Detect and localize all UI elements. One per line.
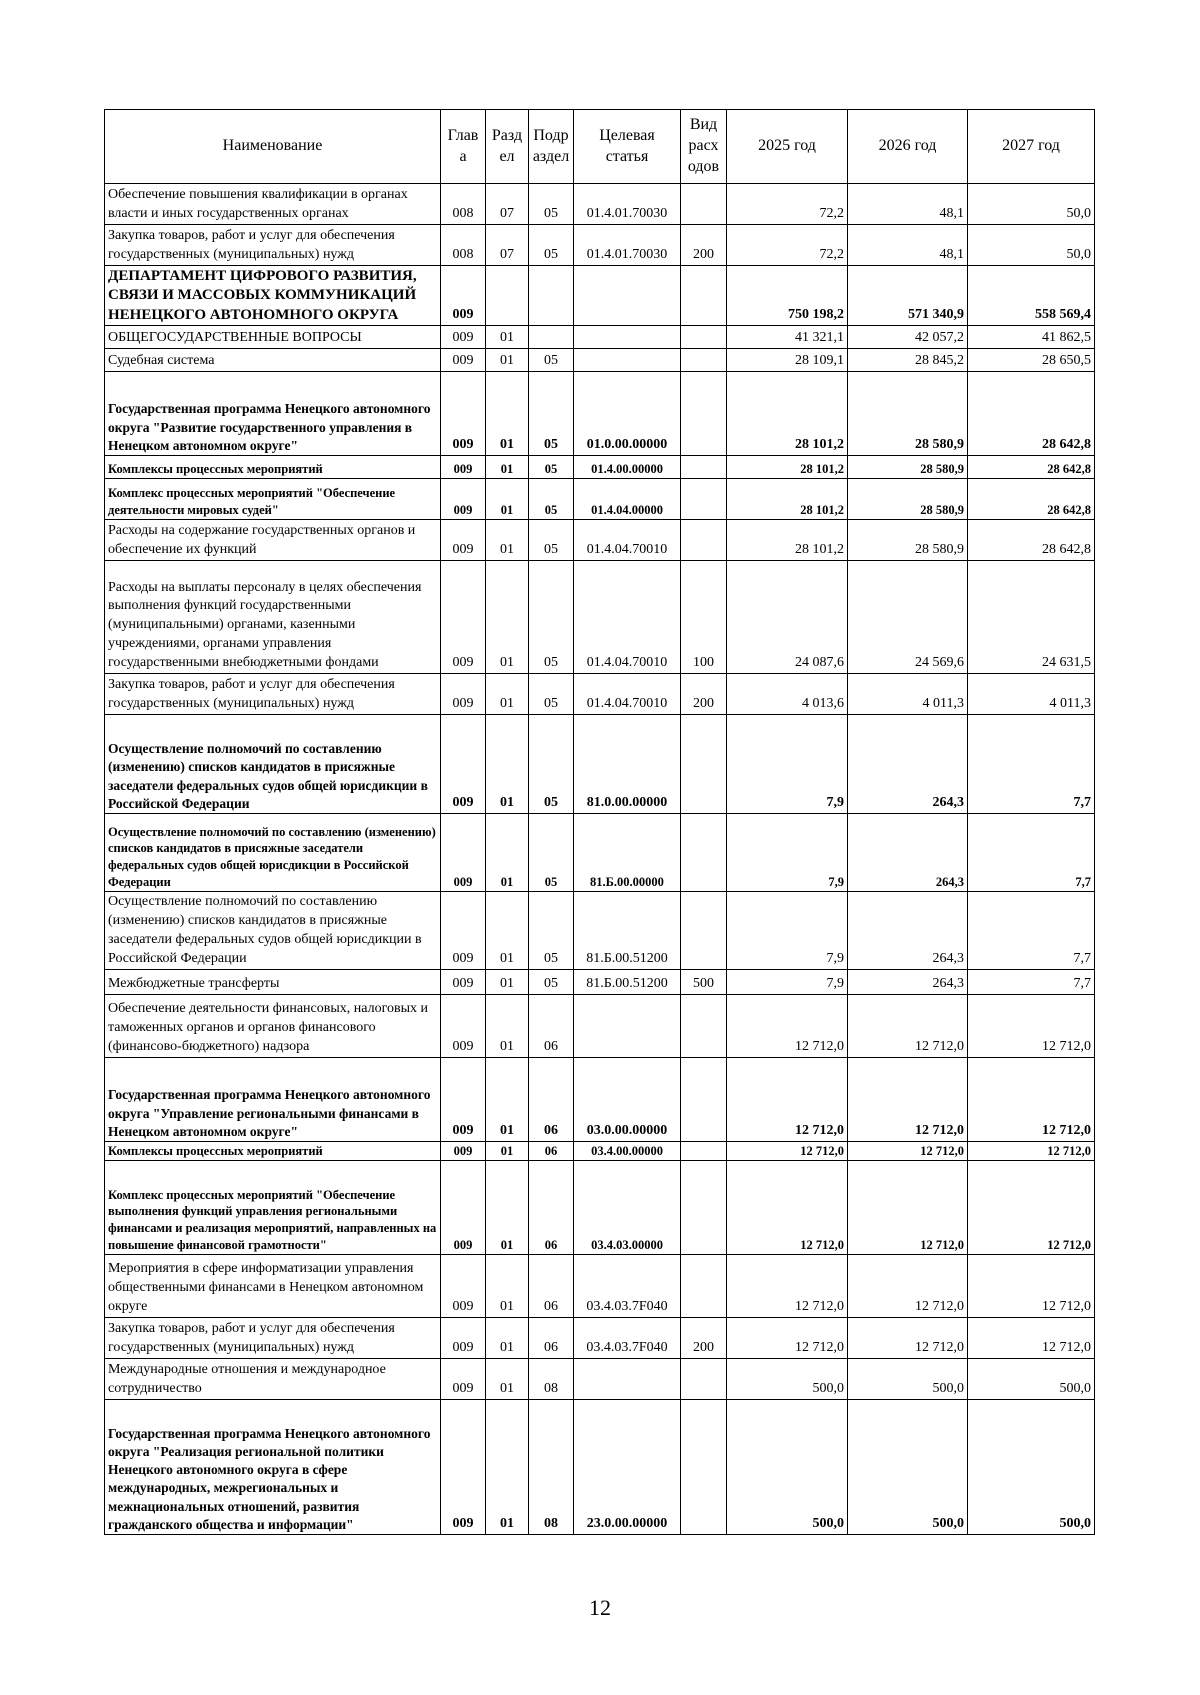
row-razdel: 01 (486, 1058, 529, 1142)
row-razdel: 01 (486, 674, 529, 715)
table-row (105, 561, 1095, 674)
row-glava: 008 (441, 184, 486, 225)
row-glava: 009 (441, 995, 486, 1058)
row-razdel: 01 (486, 1161, 529, 1255)
row-vid-rashodov (681, 1400, 727, 1535)
row-value-2026: 12 712,0 (848, 1161, 968, 1255)
row-glava: 009 (441, 520, 486, 561)
table-row (105, 1359, 1095, 1400)
row-vid-rashodov (681, 184, 727, 225)
row-value-2025: 12 712,0 (727, 1161, 848, 1255)
row-vid-rashodov (681, 266, 727, 326)
row-celevaya-statya: 81.Б.00.00000 (574, 814, 681, 892)
row-glava: 009 (441, 266, 486, 326)
row-podrazdel: 05 (529, 225, 574, 266)
row-celevaya-statya: 03.4.03.7F040 (574, 1255, 681, 1318)
row-value-2027: 12 712,0 (968, 1318, 1095, 1359)
row-name: Судебная система (105, 349, 441, 372)
row-value-2026: 42 057,2 (848, 326, 968, 349)
row-name: Обеспечение деятельности финансовых, налоговых и таможенных органов и органов финансового (финансово-бюджетного) надзора (105, 995, 441, 1058)
row-name: Расходы на выплаты персоналу в целях обеспечения выполнения функций государственными (муниципальными) органами, казенными учреждениями, органами управления государственными внебюджетными фондами (105, 561, 441, 674)
row-razdel: 07 (486, 184, 529, 225)
row-value-2026: 12 712,0 (848, 1318, 968, 1359)
row-name: Расходы на содержание государственных органов и обеспечение их функций (105, 520, 441, 561)
row-podrazdel: 06 (529, 1058, 574, 1142)
row-value-2025: 28 101,2 (727, 372, 848, 456)
row-name: Государственная программа Ненецкого автономного округа "Реализация региональной политики Ненецкого автономного округа в сфере международных, межрегиональных и межнациональных отношений, развития гражданского общества и информации" (105, 1400, 441, 1535)
row-value-2026: 28 845,2 (848, 349, 968, 372)
row-podrazdel: 05 (529, 892, 574, 970)
row-value-2025: 28 101,2 (727, 479, 848, 520)
row-value-2027: 28 642,8 (968, 456, 1095, 479)
page-number: 12 (589, 1595, 611, 1620)
row-celevaya-statya: 03.0.00.00000 (574, 1058, 681, 1142)
row-value-2025: 12 712,0 (727, 1058, 848, 1142)
row-celevaya-statya: 01.4.01.70030 (574, 225, 681, 266)
table-row (105, 349, 1095, 372)
row-value-2027: 24 631,5 (968, 561, 1095, 674)
row-podrazdel: 05 (529, 814, 574, 892)
row-razdel: 01 (486, 372, 529, 456)
row-podrazdel: 06 (529, 1255, 574, 1318)
row-value-2025: 41 321,1 (727, 326, 848, 349)
row-razdel: 01 (486, 520, 529, 561)
row-glava: 009 (441, 326, 486, 349)
row-value-2026: 264,3 (848, 892, 968, 970)
row-podrazdel: 08 (529, 1359, 574, 1400)
row-value-2026: 264,3 (848, 970, 968, 995)
row-podrazdel: 06 (529, 1318, 574, 1359)
row-razdel (486, 266, 529, 326)
row-podrazdel: 05 (529, 184, 574, 225)
row-value-2026: 48,1 (848, 225, 968, 266)
row-value-2026: 48,1 (848, 184, 968, 225)
row-vid-rashodov (681, 326, 727, 349)
table-row (105, 456, 1095, 479)
table-row (105, 1318, 1095, 1359)
row-celevaya-statya (574, 349, 681, 372)
row-vid-rashodov (681, 520, 727, 561)
header-razdel: Разд ел (486, 110, 529, 184)
row-vid-rashodov (681, 479, 727, 520)
row-celevaya-statya (574, 995, 681, 1058)
row-value-2027: 12 712,0 (968, 995, 1095, 1058)
row-razdel: 01 (486, 814, 529, 892)
row-value-2027: 12 712,0 (968, 1255, 1095, 1318)
row-name: Обеспечение повышения квалификации в органах власти и иных государственных органах (105, 184, 441, 225)
header-vid-rashodov: Вид расх одов (681, 110, 727, 184)
row-vid-rashodov (681, 1161, 727, 1255)
row-glava: 009 (441, 1359, 486, 1400)
row-name: Международные отношения и международное сотрудничество (105, 1359, 441, 1400)
row-value-2025: 7,9 (727, 715, 848, 814)
row-glava: 009 (441, 970, 486, 995)
row-glava: 009 (441, 1255, 486, 1318)
row-podrazdel: 05 (529, 520, 574, 561)
row-vid-rashodov (681, 715, 727, 814)
row-glava: 009 (441, 456, 486, 479)
row-glava: 009 (441, 715, 486, 814)
row-podrazdel (529, 266, 574, 326)
row-celevaya-statya: 81.Б.00.51200 (574, 892, 681, 970)
row-value-2025: 12 712,0 (727, 1142, 848, 1161)
table-row (105, 995, 1095, 1058)
row-value-2026: 12 712,0 (848, 1058, 968, 1142)
row-vid-rashodov (681, 1058, 727, 1142)
row-name: Межбюджетные трансферты (105, 970, 441, 995)
row-value-2026: 500,0 (848, 1400, 968, 1535)
table-header-row (105, 110, 1095, 184)
row-glava: 009 (441, 1318, 486, 1359)
row-value-2026: 28 580,9 (848, 479, 968, 520)
row-vid-rashodov (681, 372, 727, 456)
row-podrazdel: 05 (529, 479, 574, 520)
row-razdel: 01 (486, 1255, 529, 1318)
row-vid-rashodov (681, 995, 727, 1058)
row-value-2026: 28 580,9 (848, 456, 968, 479)
row-razdel: 01 (486, 326, 529, 349)
row-glava: 009 (441, 1161, 486, 1255)
table-row (105, 184, 1095, 225)
row-vid-rashodov (681, 1359, 727, 1400)
row-value-2025: 12 712,0 (727, 1318, 848, 1359)
row-razdel: 01 (486, 892, 529, 970)
row-value-2027: 7,7 (968, 715, 1095, 814)
row-vid-rashodov: 200 (681, 1318, 727, 1359)
row-razdel: 01 (486, 561, 529, 674)
row-value-2025: 28 109,1 (727, 349, 848, 372)
row-value-2025: 12 712,0 (727, 1255, 848, 1318)
row-value-2025: 12 712,0 (727, 995, 848, 1058)
header-podrazdel: Подр аздел (529, 110, 574, 184)
row-glava: 009 (441, 1400, 486, 1535)
row-glava: 009 (441, 674, 486, 715)
row-value-2026: 264,3 (848, 814, 968, 892)
row-value-2025: 72,2 (727, 184, 848, 225)
row-value-2027: 28 642,8 (968, 479, 1095, 520)
row-razdel: 01 (486, 1318, 529, 1359)
row-razdel: 01 (486, 456, 529, 479)
row-vid-rashodov: 200 (681, 225, 727, 266)
row-name: Закупка товаров, работ и услуг для обеспечения государственных (муниципальных) нужд (105, 225, 441, 266)
row-razdel: 01 (486, 1400, 529, 1535)
row-razdel: 01 (486, 1142, 529, 1161)
row-vid-rashodov: 200 (681, 674, 727, 715)
row-celevaya-statya: 01.4.04.70010 (574, 520, 681, 561)
row-podrazdel: 06 (529, 1161, 574, 1255)
header-name: Наименование (105, 110, 441, 184)
row-podrazdel: 05 (529, 561, 574, 674)
row-value-2026: 4 011,3 (848, 674, 968, 715)
table-row (105, 1161, 1095, 1255)
table-row (105, 372, 1095, 456)
row-celevaya-statya (574, 326, 681, 349)
table-row (105, 674, 1095, 715)
row-value-2026: 28 580,9 (848, 372, 968, 456)
table-row (105, 970, 1095, 995)
row-name: Государственная программа Ненецкого автономного округа "Развитие государственного управления в Ненецком автономном округе" (105, 372, 441, 456)
row-celevaya-statya: 23.0.00.00000 (574, 1400, 681, 1535)
table-row (105, 225, 1095, 266)
row-value-2026: 28 580,9 (848, 520, 968, 561)
row-celevaya-statya: 81.0.00.00000 (574, 715, 681, 814)
row-value-2027: 558 569,4 (968, 266, 1095, 326)
row-celevaya-statya: 03.4.00.00000 (574, 1142, 681, 1161)
row-glava: 008 (441, 225, 486, 266)
row-vid-rashodov: 100 (681, 561, 727, 674)
row-podrazdel: 06 (529, 995, 574, 1058)
row-value-2026: 264,3 (848, 715, 968, 814)
row-razdel: 01 (486, 715, 529, 814)
row-razdel: 01 (486, 970, 529, 995)
row-name: Осуществление полномочий по составлению (изменению) списков кандидатов в присяжные заседатели федеральных судов общей юрисдикции в Российской Федерации (105, 715, 441, 814)
row-name: Комплексы процессных мероприятий (105, 1142, 441, 1161)
row-celevaya-statya: 01.4.04.00000 (574, 479, 681, 520)
row-podrazdel: 06 (529, 1142, 574, 1161)
row-podrazdel: 08 (529, 1400, 574, 1535)
row-value-2026: 12 712,0 (848, 995, 968, 1058)
row-value-2025: 750 198,2 (727, 266, 848, 326)
header-celevaya-statya: Целевая статья (574, 110, 681, 184)
row-name: Комплекс процессных мероприятий "Обеспечение выполнения функций управления региональными финансами и реализация мероприятий, направленных на повышение финансовой грамотности" (105, 1161, 441, 1255)
row-vid-rashodov (681, 1255, 727, 1318)
row-podrazdel: 05 (529, 349, 574, 372)
row-celevaya-statya: 81.Б.00.51200 (574, 970, 681, 995)
budget-table (104, 109, 1095, 1535)
row-name: Осуществление полномочий по составлению (изменению) списков кандидатов в присяжные заседатели федеральных судов общей юрисдикции в Российской Федерации (105, 814, 441, 892)
row-value-2025: 7,9 (727, 814, 848, 892)
header-glava: Глав а (441, 110, 486, 184)
row-value-2026: 500,0 (848, 1359, 968, 1400)
row-value-2025: 7,9 (727, 970, 848, 995)
row-name: Закупка товаров, работ и услуг для обеспечения государственных (муниципальных) нужд (105, 1318, 441, 1359)
row-celevaya-statya: 01.4.04.70010 (574, 561, 681, 674)
row-podrazdel: 05 (529, 456, 574, 479)
row-vid-rashodov: 500 (681, 970, 727, 995)
table-row (105, 1058, 1095, 1142)
row-value-2027: 50,0 (968, 184, 1095, 225)
row-value-2027: 41 862,5 (968, 326, 1095, 349)
row-value-2027: 4 011,3 (968, 674, 1095, 715)
row-value-2027: 500,0 (968, 1400, 1095, 1535)
row-value-2026: 12 712,0 (848, 1142, 968, 1161)
table-body (105, 184, 1095, 1535)
table-row (105, 814, 1095, 892)
row-name: Комплекс процессных мероприятий "Обеспечение деятельности мировых судей" (105, 479, 441, 520)
row-podrazdel: 05 (529, 372, 574, 456)
row-value-2025: 500,0 (727, 1400, 848, 1535)
table-row (105, 266, 1095, 326)
row-celevaya-statya: 01.0.00.00000 (574, 372, 681, 456)
row-value-2026: 12 712,0 (848, 1255, 968, 1318)
row-value-2027: 12 712,0 (968, 1058, 1095, 1142)
row-razdel: 01 (486, 479, 529, 520)
row-value-2026: 24 569,6 (848, 561, 968, 674)
row-name: Осуществление полномочий по составлению (изменению) списков кандидатов в присяжные заседатели федеральных судов общей юрисдикции в Российской Федерации (105, 892, 441, 970)
row-glava: 009 (441, 372, 486, 456)
table-row (105, 1142, 1095, 1161)
row-glava: 009 (441, 561, 486, 674)
row-name: Мероприятия в сфере информатизации управления общественными финансами в Ненецком автономном округе (105, 1255, 441, 1318)
row-razdel: 01 (486, 349, 529, 372)
row-razdel: 01 (486, 995, 529, 1058)
row-celevaya-statya: 01.4.01.70030 (574, 184, 681, 225)
row-value-2026: 571 340,9 (848, 266, 968, 326)
table-row (105, 715, 1095, 814)
table-row (105, 1400, 1095, 1535)
row-value-2025: 4 013,6 (727, 674, 848, 715)
header-2025: 2025 год (727, 110, 848, 184)
row-celevaya-statya (574, 1359, 681, 1400)
row-value-2027: 7,7 (968, 892, 1095, 970)
row-celevaya-statya (574, 266, 681, 326)
row-glava: 009 (441, 479, 486, 520)
header-2026: 2026 год (848, 110, 968, 184)
row-value-2027: 7,7 (968, 814, 1095, 892)
row-podrazdel (529, 326, 574, 349)
row-vid-rashodov (681, 814, 727, 892)
row-glava: 009 (441, 1142, 486, 1161)
row-name: ДЕПАРТАМЕНТ ЦИФРОВОГО РАЗВИТИЯ, СВЯЗИ И МАССОВЫХ КОММУНИКАЦИЙ НЕНЕЦКОГО АВТОНОМНОГО ОКРУГА (105, 266, 441, 326)
row-glava: 009 (441, 814, 486, 892)
row-value-2027: 500,0 (968, 1359, 1095, 1400)
row-vid-rashodov (681, 1142, 727, 1161)
row-value-2025: 28 101,2 (727, 520, 848, 561)
row-podrazdel: 05 (529, 674, 574, 715)
row-razdel: 07 (486, 225, 529, 266)
row-value-2027: 12 712,0 (968, 1161, 1095, 1255)
row-value-2025: 28 101,2 (727, 456, 848, 479)
row-value-2027: 28 642,8 (968, 372, 1095, 456)
row-podrazdel: 05 (529, 715, 574, 814)
table-row (105, 520, 1095, 561)
row-razdel: 01 (486, 1359, 529, 1400)
row-name: ОБЩЕГОСУДАРСТВЕННЫЕ ВОПРОСЫ (105, 326, 441, 349)
row-glava: 009 (441, 1058, 486, 1142)
row-value-2025: 500,0 (727, 1359, 848, 1400)
row-value-2025: 7,9 (727, 892, 848, 970)
row-glava: 009 (441, 349, 486, 372)
row-vid-rashodov (681, 349, 727, 372)
row-celevaya-statya: 01.4.04.70010 (574, 674, 681, 715)
row-glava: 009 (441, 892, 486, 970)
row-value-2027: 12 712,0 (968, 1142, 1095, 1161)
row-vid-rashodov (681, 892, 727, 970)
table-row (105, 892, 1095, 970)
row-name: Закупка товаров, работ и услуг для обеспечения государственных (муниципальных) нужд (105, 674, 441, 715)
row-vid-rashodov (681, 456, 727, 479)
table-row (105, 1255, 1095, 1318)
row-podrazdel: 05 (529, 970, 574, 995)
row-celevaya-statya: 03.4.03.00000 (574, 1161, 681, 1255)
header-2027: 2027 год (968, 110, 1095, 184)
row-name: Государственная программа Ненецкого автономного округа "Управление региональными финансами в Ненецком автономном округе" (105, 1058, 441, 1142)
table-row (105, 479, 1095, 520)
row-value-2025: 24 087,6 (727, 561, 848, 674)
table-row (105, 326, 1095, 349)
row-value-2027: 28 650,5 (968, 349, 1095, 372)
row-value-2027: 50,0 (968, 225, 1095, 266)
row-value-2027: 7,7 (968, 970, 1095, 995)
row-name: Комплексы процессных мероприятий (105, 456, 441, 479)
row-value-2025: 72,2 (727, 225, 848, 266)
row-value-2027: 28 642,8 (968, 520, 1095, 561)
row-celevaya-statya: 01.4.00.00000 (574, 456, 681, 479)
row-celevaya-statya: 03.4.03.7F040 (574, 1318, 681, 1359)
